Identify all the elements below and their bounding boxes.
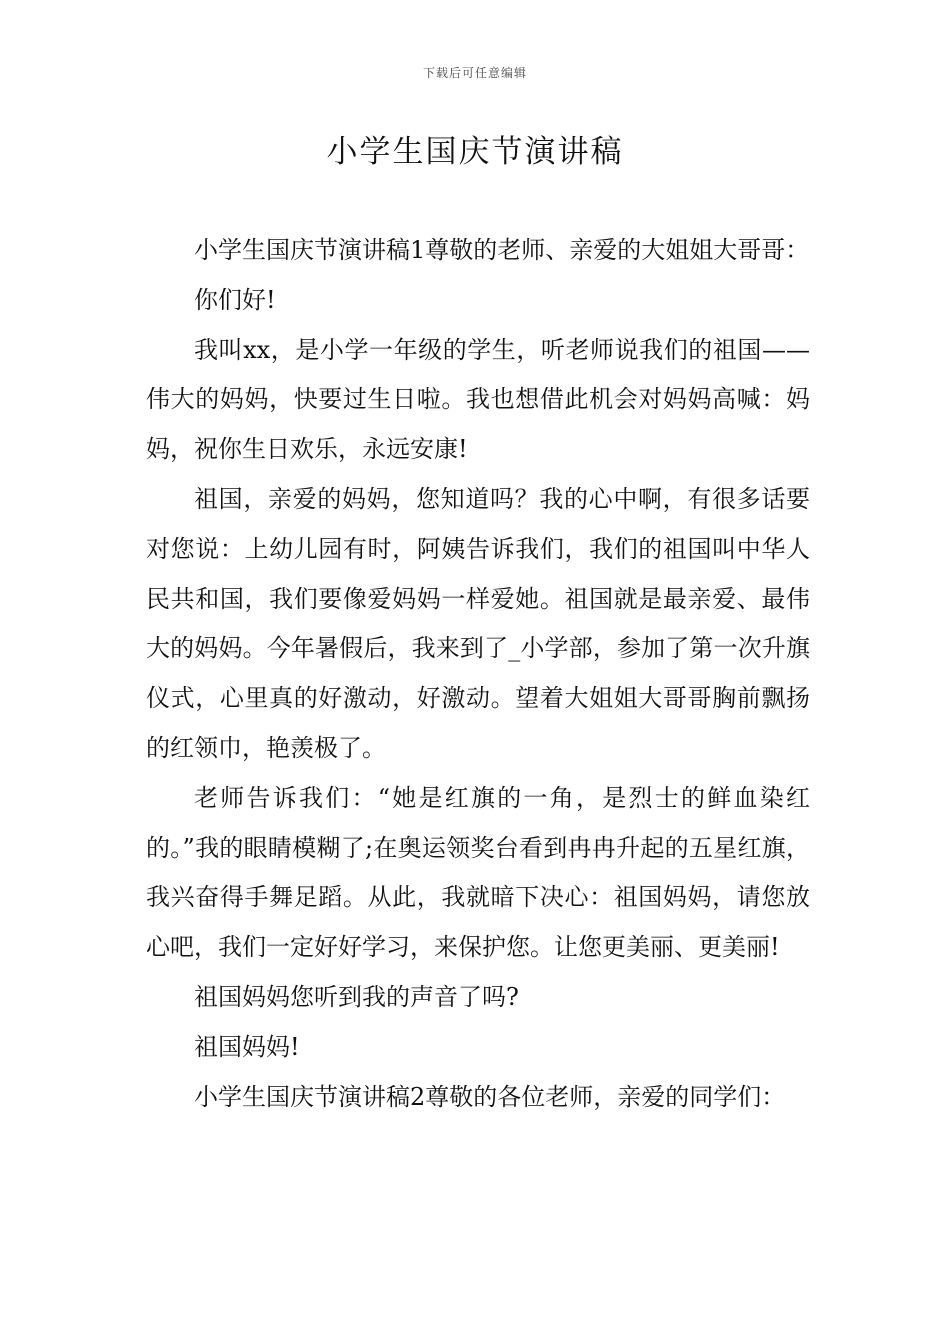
paragraph: 我叫xx，是小学一年级的学生，听老师说我们的祖国——伟大的妈妈，快要过生日啦。我也想借此机会对妈妈高喊：妈妈，祝你生日欢乐，永远安康! [146,335,810,464]
paragraph: 祖国，亲爱的妈妈，您知道吗？我的心中啊，有很多话要对您说：上幼儿园有时，阿姨告诉我们，我们的祖国叫中华人民共和国，我们要像爱妈妈一样爱她。祖国就是最亲爱、最伟大的妈妈。今年暑假后，我来到了_小学部，参加了第一次升旗仪式，心里真的好激动，好激动。望着大姐姐大哥哥胸前飘扬的红领巾，艳羡极了。 [146,484,810,762]
page-header-note: 下载后可任意编辑 [422,66,527,80]
paragraph: 老师告诉我们：“她是红旗的一角，是烈士的鲜血染红的。”我的眼睛模糊了;在奥运领奖台看到冉冉升起的五星红旗，我兴奋得手舞足蹈。从此，我就暗下决心：祖国妈妈，请您放心吧，我们一定好好学习，来保护您。让您更美丽、更美丽! [146,783,810,962]
document-body [146,226,810,1122]
document-title: 小学生国庆节演讲稿 [326,134,624,170]
paragraph: 祖国妈妈您听到我的声音了吗? [194,982,519,1011]
paragraph: 小学生国庆节演讲稿1尊敬的老师、亲爱的大姐姐大哥哥： [194,236,810,264]
paragraph: 小学生国庆节演讲稿2尊敬的各位老师，亲爱的同学们： [194,1082,786,1111]
paragraph: 你们好! [194,285,276,314]
paragraph: 祖国妈妈! [194,1032,300,1061]
